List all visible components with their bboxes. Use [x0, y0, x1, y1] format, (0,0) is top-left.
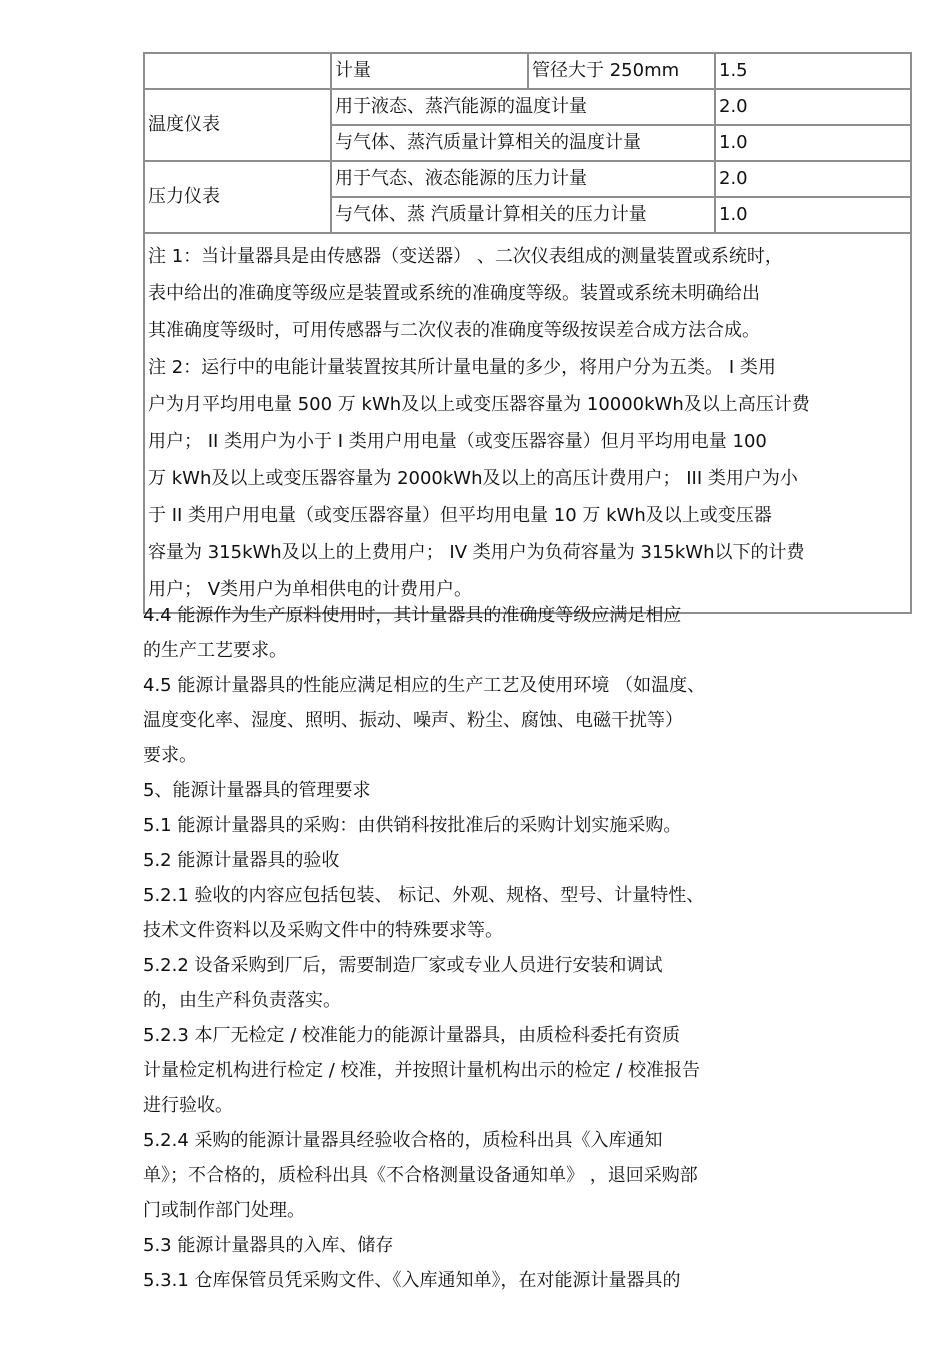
table-cell: 2.0 — [715, 89, 911, 125]
body-line: 温度变化率、湿度、照明、振动、噪声、粉尘、腐蚀、电磁干扰等） — [143, 710, 683, 731]
table-cell: 1.0 — [715, 125, 911, 161]
table-cell: 1.5 — [715, 53, 911, 89]
table-cell: 与气体、蒸汽质量计算相关的温度计量 — [331, 125, 715, 161]
note-line: 其准确度等级时，可用传感器与二次仪表的准确度等级按误差合成方法合成。 — [148, 320, 760, 341]
accuracy-table — [143, 52, 912, 614]
body-line: 4.4 能源作为生产原料使用时，其计量器具的准确度等级应满足相应 — [143, 605, 682, 626]
body-line: 技术文件资料以及采购文件中的特殊要求等。 — [143, 920, 503, 941]
table-row — [144, 53, 911, 89]
body-line: 的，由生产科负责落实。 — [143, 990, 341, 1011]
table-cell: 用于液态、蒸汽能源的温度计量 — [331, 89, 715, 125]
table-cell: 计量 — [331, 53, 528, 89]
note-line: 注 1：当计量器具是由传感器（变送器） 、二次仪表组成的测量装置或系统时， — [148, 246, 783, 267]
note-line: 万 kWh及以上或变压器容量为 2000kWh及以上的高压计费用户； III 类用户为小 — [148, 468, 798, 489]
table-notes-cell — [144, 233, 911, 613]
body-line: 5.2.3 本厂无检定 / 校准能力的能源计量器具，由质检科委托有资质 — [143, 1025, 681, 1046]
note-line: 户为月平均用电量 500 万 kWh及以上或变压器容量为 10000kWh及以上高压计费 — [148, 394, 810, 415]
table-cell: 1.0 — [715, 197, 911, 233]
body-line: 的生产工艺要求。 — [143, 640, 287, 661]
body-line: 进行验收。 — [143, 1095, 233, 1116]
body-line: 4.5 能源计量器具的性能应满足相应的生产工艺及使用环境 （如温度、 — [143, 675, 706, 696]
note-line: 用户； V类用户为单相供电的计费用户。 — [148, 579, 473, 600]
body-line: 5.2.1 验收的内容应包括包装、 标记、外观、规格、型号、计量特性、 — [143, 885, 705, 906]
body-line: 5.3 能源计量器具的入库、储存 — [143, 1235, 394, 1256]
note-1 — [148, 238, 907, 349]
table-cell: 与气体、蒸 汽质量计算相关的压力计量 — [331, 197, 715, 233]
table-cell: 用于气态、液态能源的压力计量 — [331, 161, 715, 197]
body-line: 单》；不合格的，质检科出具《不合格测量设备通知单》 ，退回采购部 — [143, 1165, 698, 1186]
table-cell: 2.0 — [715, 161, 911, 197]
note-2 — [148, 349, 907, 608]
body-line: 门或制作部门处理。 — [143, 1200, 305, 1221]
body-line: 5.2 能源计量器具的验收 — [143, 850, 340, 871]
table-row-notes — [144, 233, 911, 613]
note-line: 注 2：运行中的电能计量装置按其所计量电量的多少，将用户分为五类。 I 类用 — [148, 357, 776, 378]
body-line: 计量检定机构进行检定 / 校准，并按照计量机构出示的检定 / 校准报告 — [143, 1060, 701, 1081]
table-cell — [144, 53, 331, 89]
body-line: 要求。 — [143, 745, 197, 766]
body-line: 5.1 能源计量器具的采购：由供销科按批准后的采购计划实施采购。 — [143, 815, 682, 836]
table-cell: 管径大于 250mm — [528, 53, 715, 89]
body-line: 5.3.1 仓库保管员凭采购文件、《入库通知单》，在对能源计量器具的 — [143, 1270, 681, 1291]
note-line: 用户； II 类用户为小于 I 类用户用电量（或变压器容量）但月平均用电量 100 — [148, 431, 767, 452]
note-line: 容量为 315kWh及以上的上费用户； IV 类用户为负荷容量为 315kWh以下的计费 — [148, 542, 805, 563]
note-line: 表中给出的准确度等级应是装置或系统的准确度等级。装置或系统未明确给出 — [148, 283, 760, 304]
body-line: 5.2.2 设备采购到厂后，需要制造厂家或专业人员进行安装和调试 — [143, 955, 663, 976]
note-line: 于 II 类用户用电量（或变压器容量）但平均用电量 10 万 kWh及以上或变压器 — [148, 505, 772, 526]
section-heading: 5、能源计量器具的管理要求 — [143, 780, 371, 801]
body-line: 5.2.4 采购的能源计量器具经验收合格的，质检科出具《入库通知 — [143, 1130, 663, 1151]
table-cell-category: 温度仪表 — [144, 89, 331, 161]
body-text — [143, 598, 923, 1298]
table-row — [144, 89, 911, 125]
table-row — [144, 161, 911, 197]
table-cell-category: 压力仪表 — [144, 161, 331, 233]
